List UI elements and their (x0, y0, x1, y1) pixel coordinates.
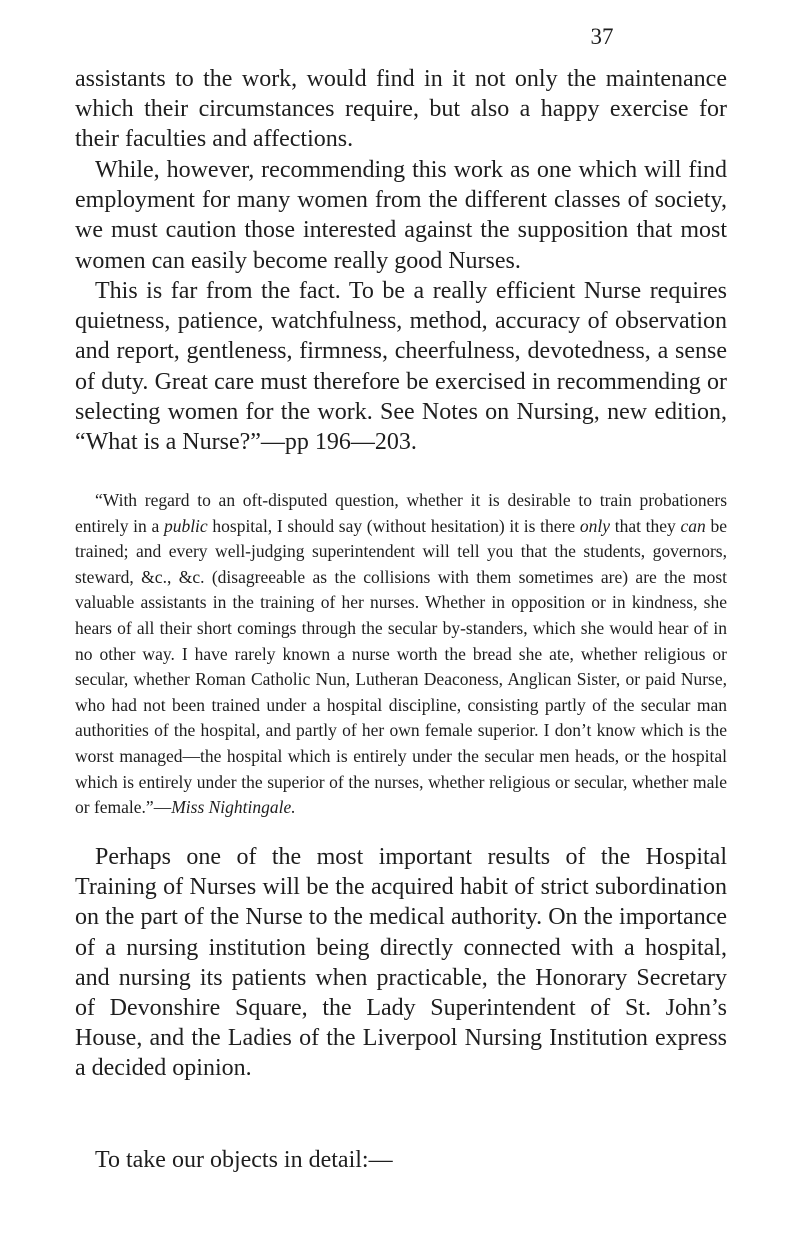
note-text-2: hospital, I should say (without hesitation) it is there (207, 515, 580, 536)
note-emphasis-only: only (579, 515, 611, 536)
note-text-4: be trained; and every well-judging superintendent will tell you that the students, governors, steward, &c., &c. (disagreeable as the collisions with them sometimes are) are the most valuable assistants in the training of her nurses. Whether in opposition or in kindness, she hears of all their short comings through the secular by-standers, which she would hear of in no other way. I have rarely known a nurse worth the bread she ate, whether religious or secular, whether Roman Catholic Nun, Lutheran Deaconess, Anglican Sister, or paid Nurse, who had not been trained under a hospital discipline, consisting partly of the secular man authorities of the hospital, and partly of her own female superior. I don’t know which is the worst managed—the hospital which is entirely under the secular men heads, or the hospital which is entirely under the superior of the nurses, whether religious or secular, whether male or female.”— (75, 515, 727, 818)
note-text-1: “With regard to an oft-disputed question, whether it is desirable to train probationers entirely in a (75, 490, 727, 536)
paragraph-continuation: assistants to the work, would find in it not only the maintenance which their circumstances require, but also a happy exercise for their faculties and affections. (75, 66, 727, 153)
note-text-3: that they (610, 515, 681, 536)
page-number: 37 (590, 24, 614, 49)
note-attribution: Miss Nightingale. (171, 797, 296, 818)
quoted-note (75, 488, 727, 821)
note-emphasis-can: can (680, 515, 706, 536)
paragraph-details-intro: To take our objects in detail:— (95, 1147, 393, 1173)
paragraph-caution: While, however, recommending this work as one which will find employment for many women from the different classes of society, we must caution those interested against the supposition that most women can easily become really good Nurses. (75, 157, 727, 274)
paragraph-nurse-qualities: This is far from the fact. To be a really efficient Nurse requires quietness, patience, watchfulness, method, accuracy of observation and report, gentleness, firmness, cheerfulness, devotedness, a sense of duty. Great care must therefore be exercised in recommending or selecting women for the work. See Notes on Nursing, new edition, “What is a Nurse?”—pp 196—203. (75, 278, 727, 456)
paragraph-subordination: Perhaps one of the most important results of the Hospital Training of Nurses will be the acquired habit of strict subordination on the part of the Nurse to the medical authority. On the importance of a nursing institution being directly connected with a hospital, and nursing its patients when practicable, the Honorary Secretary of Devonshire Square, the Lady Superintendent of St. John’s House, and the Ladies of the Liverpool Nursing Institution express a decided opinion. (75, 844, 727, 1082)
note-emphasis-public: public (163, 515, 208, 536)
